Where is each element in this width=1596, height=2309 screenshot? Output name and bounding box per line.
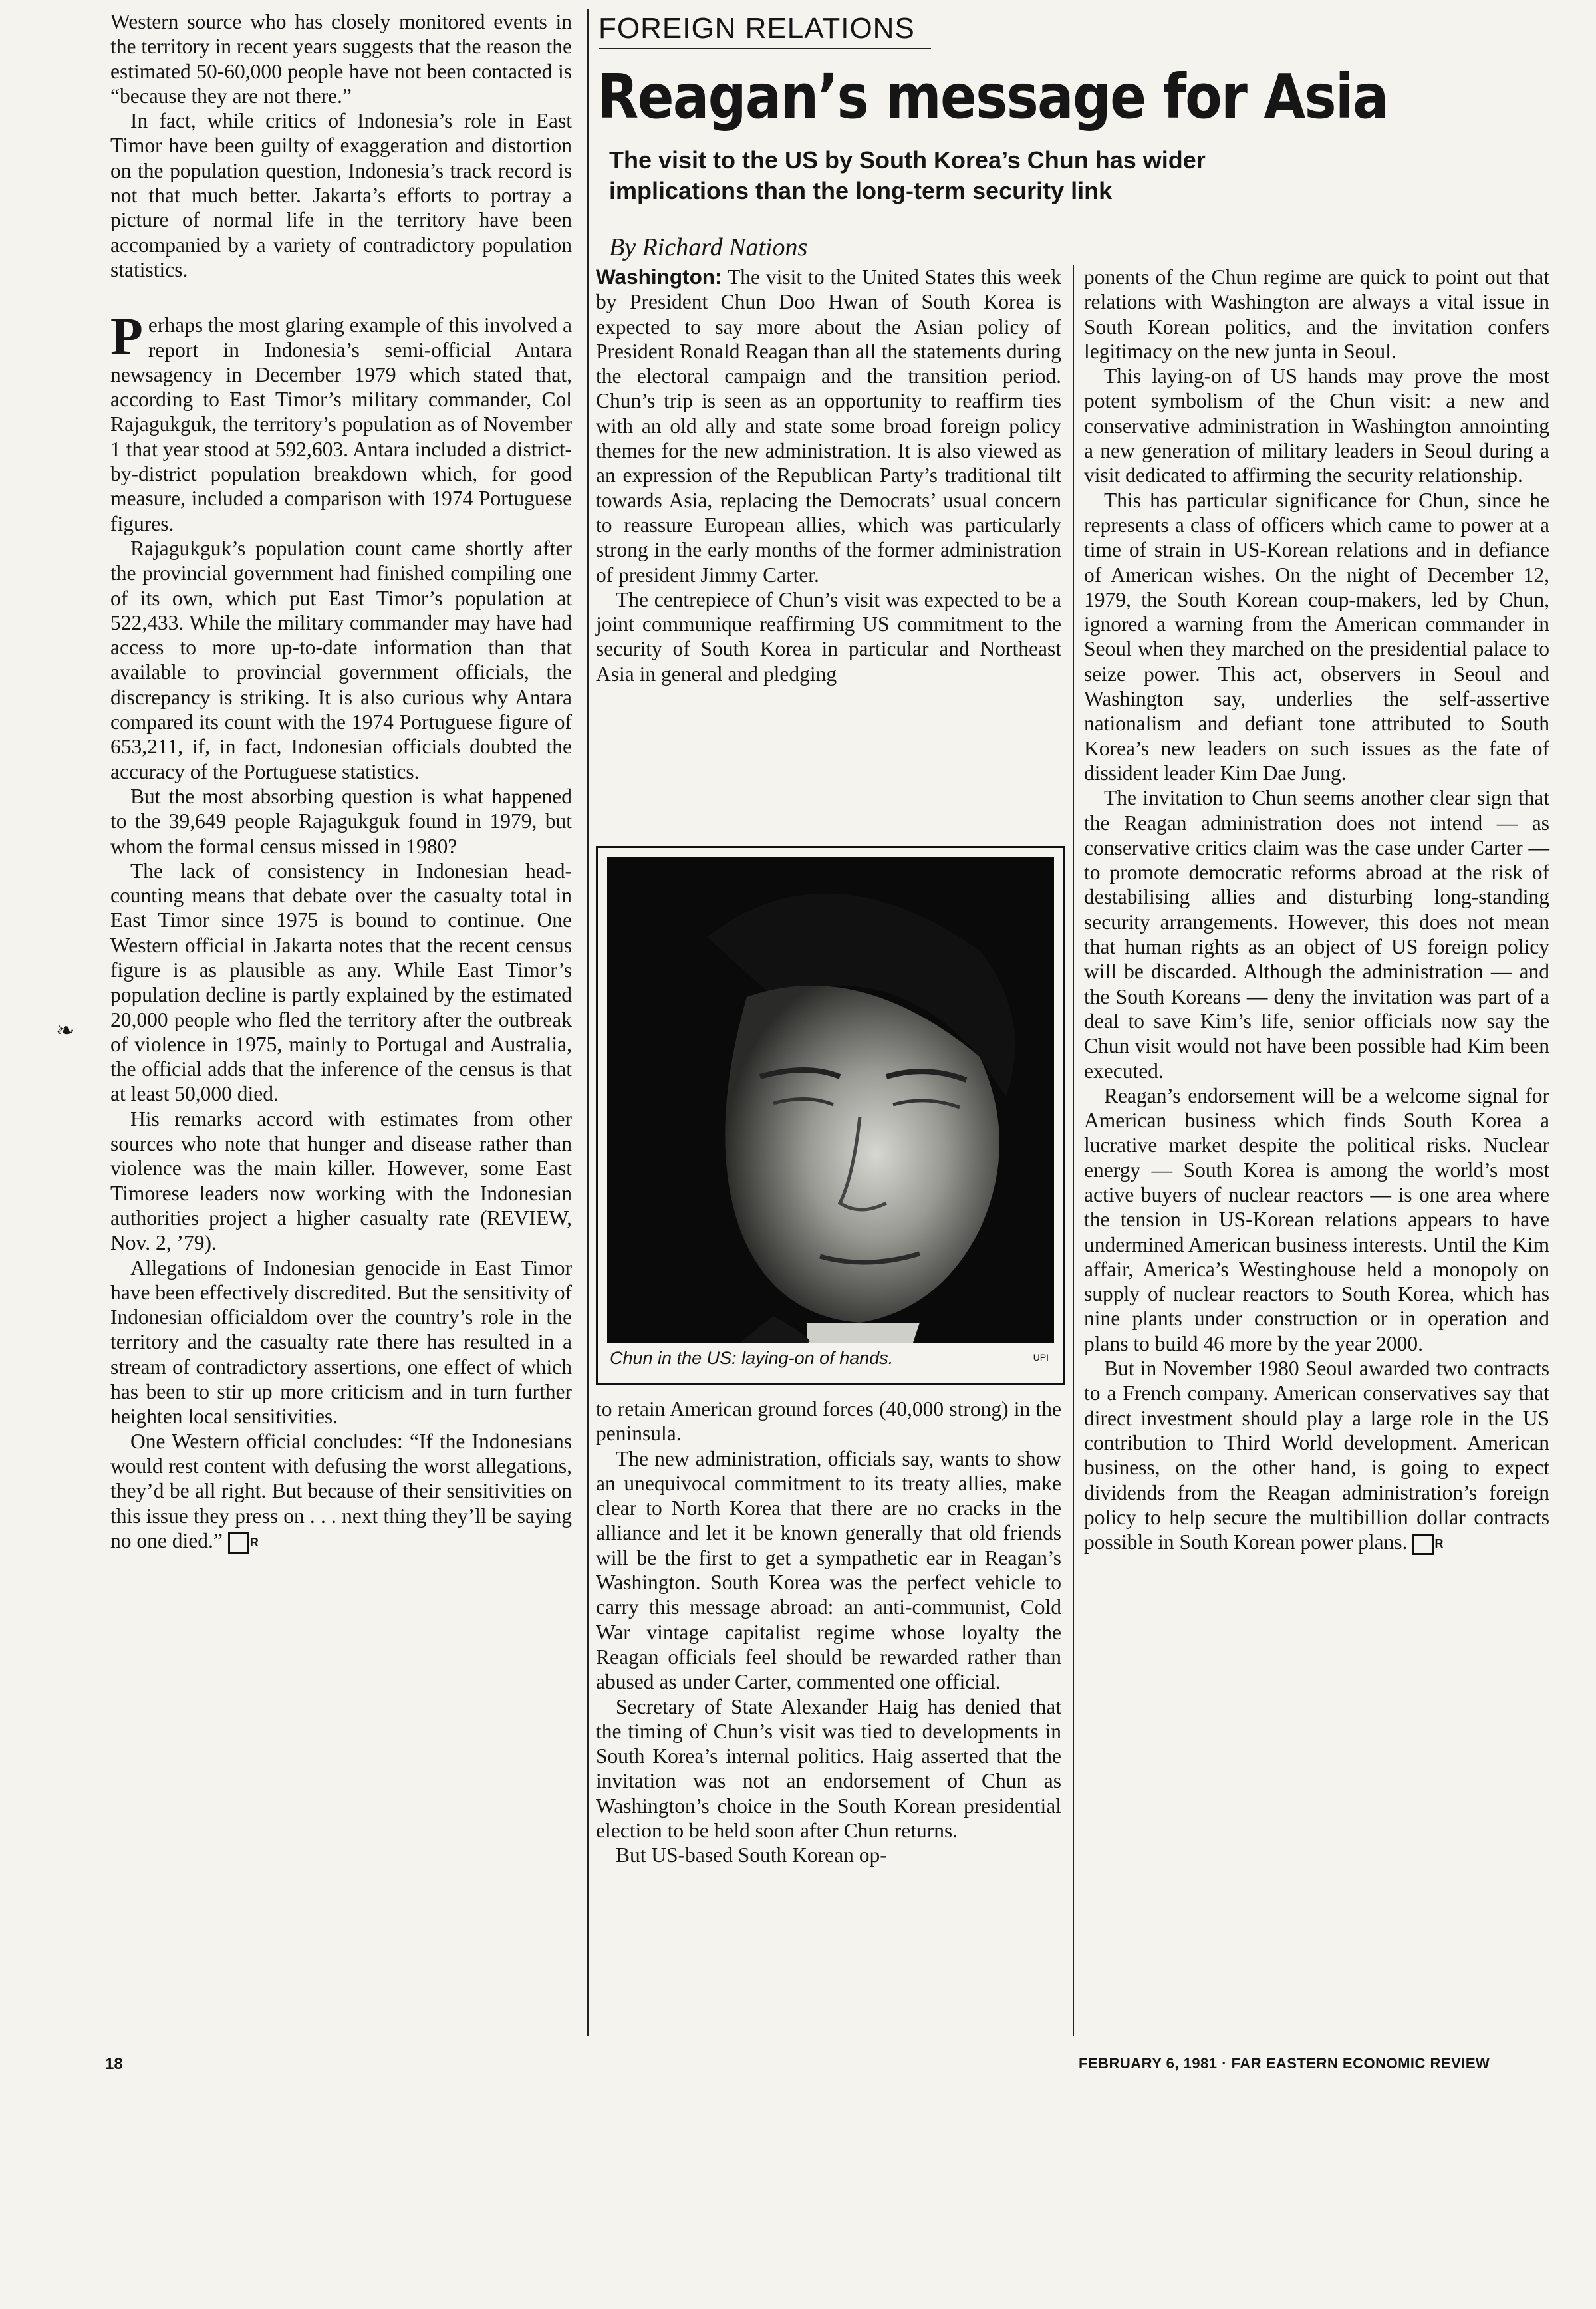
paragraph: to retain American ground forces (40,000 strong) in the peninsula. — [596, 1397, 1061, 1446]
paragraph-text: But in November 1980 Seoul awarded two contracts to a French company. American conservatives say that direct investment should play a large role in the US contribution to Third World development. American business, on the other hand, is going to expect dividends from the Reagan administration’s foreign policy to help secure the multibillion dollar contracts possible in South Korean power plans. — [1084, 1357, 1549, 1554]
end-mark-icon: R — [228, 1532, 249, 1554]
page-number: 18 — [105, 2055, 123, 2073]
byline: By Richard Nations — [609, 233, 808, 261]
paragraph-text: One Western official concludes: “If the Indonesians would rest content with defusing the worst allegations, they’d be all right. But because of their sensitivities on this issue they press on . . . next thing they’ll be saying no one died.” — [110, 1429, 572, 1552]
section-underline — [598, 48, 931, 49]
section-label: FOREIGN RELATIONS — [598, 12, 915, 45]
paragraph: This laying-on of US hands may prove the most potent symbolism of the Chun visit: a new and conservative administration in Washington annointing a new generation of military leaders in Seoul during a visit dedicated to affirming the security relationship. — [1084, 364, 1549, 487]
paragraph: Reagan’s endorsement will be a welcome signal for American business which finds South Korea a lucrative market despite the political risks. Nuclear energy — South Korea is among the world’s most active buyers of nuclear reactors — is one area where the tension in US-Korean relations appears to have undermined American business interests. Until the Kim affair, America’s Westinghouse held a monopoly on supply of nuclear reactors to South Korea, which has nine plants under construction or in operation and plans to build 46 more by the year 2000. — [1084, 1083, 1549, 1355]
paragraph: The lack of consistency in Indonesian head-counting means that debate over the casualty total in East Timor since 1975 is bound to continue. One Western official in Jakarta notes that the recent census figure is as plausible as any. While East Timor’s population decline is partly explained by the estimated 20,000 people who fled the territory after the outbreak of violence in 1975, mainly to Portugal and Australia, the official adds that the inference of the census is that at least 50,000 died. — [110, 859, 572, 1106]
lead-paragraph — [596, 265, 1061, 587]
paragraph-last — [110, 1429, 572, 1554]
paragraph-dropcap — [110, 307, 572, 536]
column-rule — [587, 9, 589, 2036]
issue-footer: FEBRUARY 6, 1981 · FAR EASTERN ECONOMIC REVIEW — [1079, 2055, 1490, 2072]
paragraph: The centrepiece of Chun’s visit was expected to be a joint communique reaffirming US commitment to the security of South Korea in particular and Northeast Asia in general and pledging — [596, 587, 1061, 686]
portrait-photo — [607, 857, 1054, 1343]
drop-cap: P — [110, 307, 143, 366]
paragraph: The new administration, officials say, wants to show an unequivocal commitment to its treaty allies, make clear to North Korea that there are no cracks in the alliance and let it be known generally that old friends will be the first to get a sympathetic ear in Reagan’s Washington. South Korea was the perfect vehicle to carry this message abroad: an anti-communist, Cold War vintage capitalist regime whose loyalty the Reagan officials feel should be rewarded rather than abused as under Carter, commented one official. — [596, 1446, 1061, 1694]
paragraph: The invitation to Chun seems another clear sign that the Reagan administration does not intend — as conservative critics claim was the case under Carter — to promote democratic reforms abroad at the risk of destabilising allies and disturbing long-standing security arrangements. However, this does not mean that human rights as an object of US foreign policy will be discarded. Although the administration — and the South Koreans — deny the invitation was part of a deal to save Kim’s life, senior officials now say the Chun visit would not have been possible had Kim been executed. — [1084, 786, 1549, 1083]
photo-credit: UPI — [1033, 1352, 1049, 1363]
paragraph: Secretary of State Alexander Haig has denied that the timing of Chun’s visit was tied to developments in South Korea’s internal politics. Haig asserted that the invitation was not an endorsement of Chun as Washington’s choice in the South Korean presidential election to be held soon after Chun returns. — [596, 1695, 1061, 1843]
dateline: Washington: — [596, 265, 722, 289]
standfirst: The visit to the US by South Korea’s Chun has wider implications than the long-term security link — [609, 146, 1206, 204]
paragraph-last — [1084, 1356, 1549, 1555]
column-rule — [1073, 265, 1074, 2036]
paragraph: But US-based South Korean op- — [616, 1843, 887, 1867]
paragraph: Western source who has closely monitored events in the territory in recent years suggests that the reason the estimated 50-60,000 people have not been contacted is “because they are not there.” — [110, 10, 572, 108]
left-column-article — [110, 9, 572, 1554]
paragraph: Allegations of Indonesian genocide in East Timor have been effectively discredited. But the sensitivity of Indonesian officialdom over the country’s role in the territory and the casualty rate there has resulted in a stream of contradictory assertions, one effect of which has been to stir up more criticism and in turn further heighten local sensitivities. — [110, 1256, 572, 1428]
margin-mark-icon: ❧ — [56, 1019, 75, 1043]
main-column-1-continued — [596, 1397, 1061, 1868]
paragraph: In fact, while critics of Indonesia’s role in East Timor have been guilty of exaggeration and distortion on the population question, Indonesia’s track record is not that much better. Jakarta’s efforts to portray a picture of normal life in the territory have been accompanied by a variety of contradictory population statistics. — [110, 109, 572, 281]
photo-caption: Chun in the US: laying-on of hands. — [610, 1348, 894, 1368]
main-column-2 — [1084, 265, 1549, 1555]
main-column-1 — [596, 265, 1061, 686]
paragraph: His remarks accord with estimates from other sources who note that hunger and disease rather than violence was the main killer. However, some East Timorese leaders now working with the Indonesian authorities project a higher casualty rate (REVIEW, Nov. 2, ’79). — [110, 1107, 572, 1255]
headline: Reagan’s message for Asia — [597, 61, 1388, 132]
portrait-illustration — [607, 857, 1054, 1343]
paragraph: This has particular significance for Chun, since he represents a class of officers which came to power at a time of strain in US-Korean relations and in defiance of American wishes. On the night of December 12, 1979, the South Korean coup-makers, led by Chun, ignored a warning from the American commander in Seoul when they marched on the presidential palace to seize power. This act, observers in Seoul and Washington say, underlies the self-assertive nationalism and defiant tone attributed to South Korea’s new leaders on such issues as the fate of dissident leader Kim Dae Jung. — [1084, 488, 1549, 785]
photo-frame — [596, 846, 1065, 1385]
paragraph: But the most absorbing question is what happened to the 39,649 people Rajagukguk found in 1979, but whom the formal census missed in 1980? — [110, 784, 572, 858]
dropcap-paragraph-text: erhaps the most glaring example of this involved a report in Indonesia’s semi-official Antara newsagency in December 1979 which stated that, according to East Timor’s military commander, Col Rajagukguk, the territory’s population as of November 1 that year stood at 592,603. Antara included a district-by-district population breakdown which, for good measure, included a comparison with 1974 Portuguese figures. — [110, 313, 572, 535]
end-mark-icon: R — [1412, 1534, 1434, 1555]
lead-text: The visit to the United States this week by President Chun Doo Hwan of South Korea is expected to say more about the Asian policy of President Ronald Reagan than all the statements during the electoral campaign and the transition period. Chun’s trip is seen as an opportunity to reaffirm ties with an old ally and state some broad foreign policy themes for the new administration. It is also viewed as an expression of the Republican Party’s traditional tilt towards Asia, replacing the Democrats’ usual concern to reassure European allies, which was particularly strong in the early months of the former administration of president Jimmy Carter. — [596, 265, 1062, 587]
paragraph: Rajagukguk’s population count came shortly after the provincial government had finished compiling one of its own, which put East Timor’s population at 522,433. While the military commander may have had access to more up-to-date information than that available to provincial government officials, the discrepancy is striking. It is also curious why Antara compared its count with the 1974 Portuguese figure of 653,211, if, in fact, Indonesian officials doubted the accuracy of the Portuguese statistics. — [110, 536, 572, 783]
paragraph: ponents of the Chun regime are quick to point out that relations with Washington are always a vital issue in South Korean politics, and the invitation confers legitimacy on the new junta in Seoul. — [1084, 265, 1549, 363]
